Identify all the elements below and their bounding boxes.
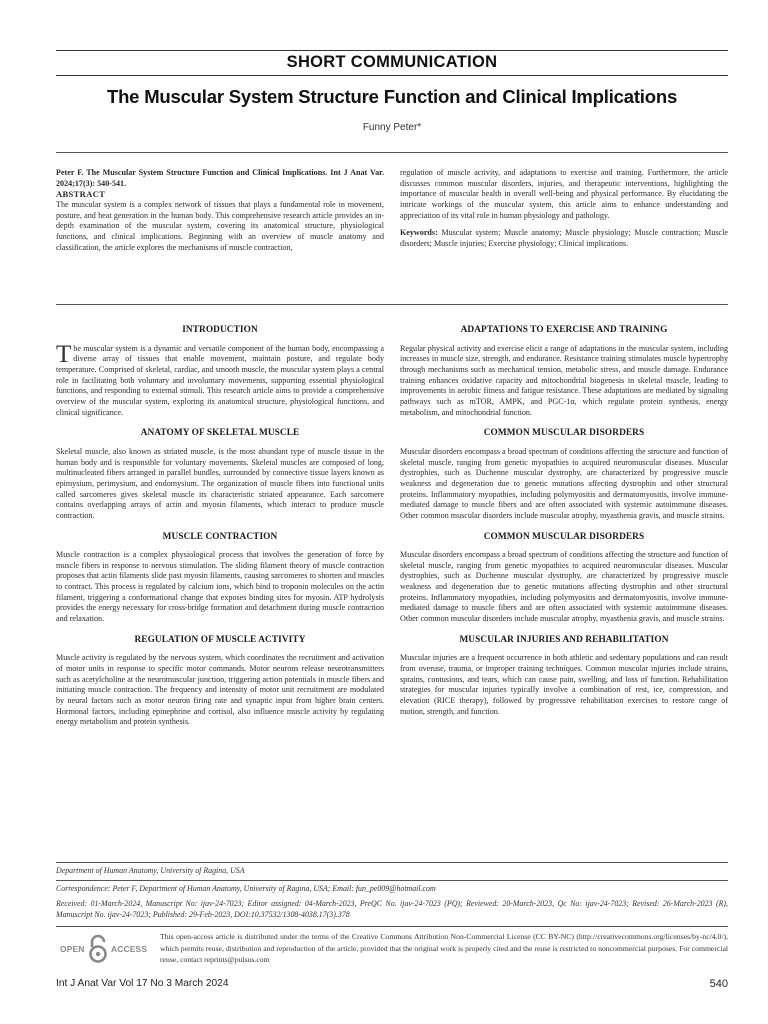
body-right-column: [400, 325, 728, 717]
keywords: [400, 228, 728, 249]
section-heading-disorders-repeat: COMMON MUSCULAR DISORDERS: [483, 531, 645, 542]
intro-text: he muscular system is a dynamic and versatile component of the human body, encompassing a diverse array of tissues that enable movement, maintain posture, and regulate body temperature. Comprised of skeletal, cardiac, and smooth muscle, the muscular system plays a central role in facilitating both voluntary and involuntary movements, supporting essential physiological functions, and responding to external stimuli. This research article aims to provide a comprehensive overview of the muscular system, exploring its anatomical structure, physiological functions, and clinical significance.: [56, 343, 384, 417]
section-heading-disorders: COMMON MUSCULAR DISORDERS: [483, 428, 645, 439]
access-label: ACCESS: [111, 944, 148, 954]
open-label: OPEN: [60, 944, 85, 954]
abstract-text-right: regulation of muscle activity, and adaptations to exercise and training. Furthermore, the article discusses common muscular disorders, injuries, and therapeutic interventions, highlighting the importance of muscular health in overall well-being and physical performance. By elucidating the intricate workings of the muscular system, this article aims to enhance understanding and appreciation of its vital role in human physiology and pathology.: [400, 168, 728, 220]
drop-cap: T: [56, 340, 72, 368]
section-heading-regulation: REGULATION OF MUSCLE ACTIVITY: [134, 634, 306, 645]
page-number: 540: [709, 978, 728, 990]
abstract-left-column: [56, 168, 384, 253]
divider-top: [56, 152, 728, 153]
article-title: The Muscular System Structure Function and Clinical Implications: [106, 86, 678, 107]
section-text-adaptations: Regular physical activity and exercise elicit a range of adaptations in the muscular system, including increases in muscle size, strength, and endurance. Resistance training stimulates muscle hypertrophy through mechanisms such as mechanical tension, metabolic stress, and muscle damage. Endurance training enhances oxidative capacity and mitochondrial biogenesis in skeletal muscle, leading to improvements in aerobic fitness and fatigue resistance. These adaptations are mediated by signaling pathways such as mTOR, AMPK, and PGC-1α, which regulate protein synthesis, energy metabolism, and mitochondrial function.: [400, 343, 728, 417]
section-text-disorders: Muscular disorders encompass a broad spectrum of conditions affecting the structure and function of skeletal muscle, ranging from genetic myopathies to acquired neuromuscular diseases. Muscular dystrophies, such as Duchenne muscular dystrophy, are characterized by progressive muscle weakness and degeneration due to genetic mutations affecting dystrophin and other structural proteins. Inflammatory myopathies, including polymyositis and dermatomyositis, involve immune-mediated damage to muscle fibers and are often associated with systemic autoimmune diseases. Other common muscular disorders include muscular atrophy, myasthenia gravis, and muscle strains.: [400, 446, 728, 520]
open-access-logo: [60, 932, 154, 964]
author-name: Funny Peter*: [362, 122, 422, 133]
open-access-lock-icon: [87, 934, 109, 964]
keywords-text: Muscular system; Muscle anatomy; Muscle physiology; Muscle contraction; Muscle disorders; Muscle injuries; Exercise physiology; Clinical implications.: [400, 228, 728, 248]
body-left-column: [56, 325, 384, 728]
article-type-banner: SHORT COMMUNICATION: [56, 50, 728, 76]
abstract-heading: ABSTRACT: [56, 189, 106, 200]
journal-reference: Int J Anat Var Vol 17 No 3 March 2024: [56, 978, 229, 989]
divider-middle: [56, 304, 728, 305]
section-text-introduction: [56, 340, 384, 419]
section-text-regulation: Muscle activity is regulated by the nervous system, which coordinates the recruitment and activation of motor units in response to specific motor commands. Motor neurons release neurotransmitters such as acetylcholine at the neuromuscular junction, triggering action potentials in muscle fibers and initiating muscle contraction. The frequency and intensity of motor unit recruitment are modulated by neural factors such as motor neuron firing rate and synaptic input from higher brain centers. Hormonal factors, including epinephrine and cortisol, also influence muscle activity by regulating energy metabolism and protein synthesis.: [56, 653, 384, 727]
section-heading-injuries: MUSCULAR INJURIES AND REHABILITATION: [459, 634, 669, 645]
divider-affiliation: [56, 880, 728, 881]
article-dates: Received: 01-March-2024, Manuscript No: ijav-24-7023; Editor assigned: 04-March-2023, PreQC No. ijav-24-7023 (PQ); Reviewed: 20-March-2023, Qc No: ijav-24-7023; Revised: 26-March-2023 (R), Manuscript No. ijav-24-7023; Published: 29-Feb-2023, DOI:10.37532/1308-4038.17(3).378: [56, 899, 728, 919]
divider-footer: [56, 862, 728, 863]
divider-dates: [56, 926, 728, 927]
abstract-text-left: The muscular system is a complex network of tissues that plays a fundamental role in movement, posture, and heat generation in the human body. This comprehensive research article provides an in-depth examination of the muscular system, covering its anatomical structure, physiological functions, and clinical implications. Beginning with an overview of muscle anatomy and classification, the article explores the mechanisms of muscle contraction,: [56, 199, 384, 252]
section-heading-adaptations: ADAPTATIONS TO EXERCISE AND TRAINING: [460, 325, 668, 335]
section-text-disorders-repeat: Muscular disorders encompass a broad spectrum of conditions affecting the structure and function of skeletal muscle, ranging from genetic myopathies to acquired neuromuscular diseases. Muscular dystrophies, such as Duchenne muscular dystrophy, are characterized by progressive muscle weakness and degeneration due to genetic mutations affecting dystrophin and other structural proteins. Inflammatory myopathies, including polymyositis and dermatomyositis, involve immune-mediated damage to muscle fibers and are often associated with systemic autoimmune diseases. Other common muscular disorders include muscular atrophy, myasthenia gravis, and muscle strains.: [400, 550, 728, 624]
section-text-injuries: Muscular injuries are a frequent occurrence in both athletic and sedentary populations and can result from overuse, trauma, or improper training techniques. Common muscular injuries include strains, sprains, contusions, and tears, which can cause pain, swelling, and loss of function. Rehabilitation strategies for muscular injuries typically involve a combination of rest, ice, compression, and elevation (RICE therapy), followed by progressive rehabilitation exercises to restore range of motion, strength, and function.: [400, 653, 728, 716]
section-text-contraction: Muscle contraction is a complex physiological process that involves the generation of force by muscle fibers in response to nervous stimulation. The sliding filament theory of muscle contraction proposes that actin filaments slide past myosin filaments, causing sarcomeres to shorten and muscles to contract. This process is regulated by calcium ions, which bind to troponin molecules on the actin filament, triggering a conformational change that exposes binding sites for myosin. ATP hydrolysis provides the energy necessary for cross-bridge formation and detachment during muscle contraction and relaxation.: [56, 550, 384, 624]
section-heading-contraction: MUSCLE CONTRACTION: [162, 531, 278, 542]
citation: Peter F. The Muscular System Structure Function and Clinical Implications. Int J Anat Var. 2024;17(3): 540-541.: [56, 168, 384, 188]
correspondence: Correspondence: Peter F, Department of Human Anatomy, University of Ragina, USA; Email: fun_pe009@hotmail.com: [56, 884, 436, 893]
section-text-anatomy: Skeletal muscle, also known as striated muscle, is the most abundant type of muscle tissue in the human body and is responsible for voluntary movements. Skeletal muscles are composed of long, multinucleated fibers arranged in parallel bundles, surrounded by connective tissue layers known as epimysium, perimysium, and endomysium. The organization of muscle fibers into functional units called sarcomeres gives skeletal muscle its characteristic striated appearance. Each sarcomere contains overlapping arrays of actin and myosin filaments, which interact to produce muscle contraction.: [56, 446, 384, 520]
section-heading-anatomy: ANATOMY OF SKELETAL MUSCLE: [140, 428, 300, 439]
abstract-right-column: [400, 168, 728, 250]
license-statement: This open-access article is distributed under the terms of the Creative Commons Attribution Non-Commercial License (CC BY-NC) (http://creativecommons.org/licenses/by-nc/4.0/), which permits reuse, distribution and reproduction of the article, provided that the original work is properly cited and the reuse is restricted to noncommercial purposes. For commercial reuse, contact reprints@pulsus.com: [160, 932, 728, 965]
section-heading-introduction: INTRODUCTION: [182, 325, 258, 335]
affiliation: Department of Human Anatomy, University of Ragina, USA: [56, 866, 245, 875]
keywords-label: Keywords:: [400, 228, 438, 238]
